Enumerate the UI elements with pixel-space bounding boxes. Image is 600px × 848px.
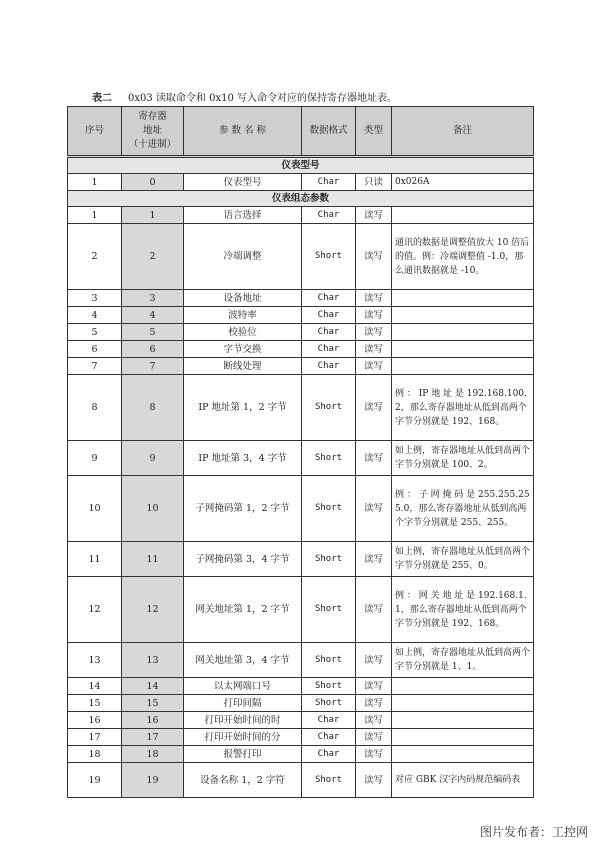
row-type: 读写 <box>356 577 392 643</box>
row-index: 1 <box>68 207 122 224</box>
row-name: 打印间隔 <box>184 695 302 712</box>
row-format: Char <box>302 746 356 763</box>
row-address: 13 <box>122 643 184 678</box>
row-address: 3 <box>122 290 184 307</box>
row-note <box>392 358 534 375</box>
row-name: 以太网端口号 <box>184 678 302 695</box>
table-row <box>68 678 534 695</box>
row-address: 17 <box>122 729 184 746</box>
row-type: 读写 <box>356 678 392 695</box>
table-row <box>68 695 534 712</box>
row-format: Short <box>302 542 356 577</box>
header-address-line3: （十进制） <box>128 139 177 150</box>
table-row <box>68 476 534 542</box>
row-type: 读写 <box>356 712 392 729</box>
row-note <box>392 290 534 307</box>
table-row <box>68 307 534 324</box>
section-row-config <box>68 191 534 207</box>
table-row <box>68 643 534 678</box>
row-type: 读写 <box>356 476 392 542</box>
caption-label: 表二 <box>92 93 112 104</box>
row-name: 设备名称 1，2 字符 <box>184 763 302 798</box>
row-format: Short <box>302 375 356 441</box>
row-type: 读写 <box>356 643 392 678</box>
row-name: 校验位 <box>184 324 302 341</box>
row-name: 仪表型号 <box>184 174 302 191</box>
row-type: 读写 <box>356 207 392 224</box>
header-format: 数据格式 <box>302 107 356 157</box>
row-name: 子网掩码第 1，2 字节 <box>184 476 302 542</box>
row-type: 读写 <box>356 746 392 763</box>
row-note: 通讯的数据是调整值放大 10 倍后的值。例：冷端调整值 -1.0，那么通讯数据就是 -10。 <box>392 224 534 290</box>
row-index: 1 <box>68 174 122 191</box>
table-row <box>68 207 534 224</box>
row-format: Short <box>302 695 356 712</box>
row-type: 读写 <box>356 324 392 341</box>
row-index: 14 <box>68 678 122 695</box>
row-index: 5 <box>68 324 122 341</box>
table-row <box>68 341 534 358</box>
row-address: 14 <box>122 678 184 695</box>
row-index: 17 <box>68 729 122 746</box>
row-format: Char <box>302 290 356 307</box>
row-note: 如上例，寄存器地址从低到高两个字节分别就是 1、1。 <box>392 643 534 678</box>
row-note: 如上例，寄存器地址从低到高两个字节分别就是 255、0。 <box>392 542 534 577</box>
row-address: 2 <box>122 224 184 290</box>
row-name: 设备地址 <box>184 290 302 307</box>
row-type: 读写 <box>356 375 392 441</box>
row-format: Short <box>302 441 356 476</box>
row-address: 12 <box>122 577 184 643</box>
row-name: 子网掩码第 3，4 字节 <box>184 542 302 577</box>
header-index: 序号 <box>68 107 122 157</box>
row-note <box>392 678 534 695</box>
row-note: 例 ： 网 关 地 址 是 192.168.1.1，那么寄存器地址从低到高两个字节分别就是 192、168。 <box>392 577 534 643</box>
row-address: 10 <box>122 476 184 542</box>
row-index: 4 <box>68 307 122 324</box>
table-row <box>68 358 534 375</box>
table-row <box>68 324 534 341</box>
row-address: 0 <box>122 174 184 191</box>
table-row <box>68 441 534 476</box>
table-row <box>68 375 534 441</box>
row-type: 读写 <box>356 763 392 798</box>
row-format: Short <box>302 643 356 678</box>
table-row <box>68 542 534 577</box>
header-address-line2: 地址 <box>142 125 162 136</box>
row-index: 18 <box>68 746 122 763</box>
row-note <box>392 341 534 358</box>
row-note: 例 ： 子 网 掩 码 是 255.255.255.0，那么寄存器地址从低到高两个字节分别就是 255、255。 <box>392 476 534 542</box>
row-note <box>392 695 534 712</box>
row-index: 19 <box>68 763 122 798</box>
publisher-footer: 图片发布者：工控网 <box>479 825 588 839</box>
row-format: Short <box>302 224 356 290</box>
row-type: 只读 <box>356 174 392 191</box>
row-type: 读写 <box>356 307 392 324</box>
register-table <box>67 106 534 798</box>
row-name: 网关地址第 1，2 字节 <box>184 577 302 643</box>
row-index: 15 <box>68 695 122 712</box>
row-format: Char <box>302 174 356 191</box>
row-format: Char <box>302 307 356 324</box>
row-name: 打印开始时间的分 <box>184 729 302 746</box>
row-name: IP 地址第 1，2 字节 <box>184 375 302 441</box>
row-note <box>392 324 534 341</box>
table-caption <box>92 89 397 104</box>
row-note: 0x026A <box>392 174 534 191</box>
row-address: 5 <box>122 324 184 341</box>
row-name: IP 地址第 3，4 字节 <box>184 441 302 476</box>
row-address: 11 <box>122 542 184 577</box>
row-index: 11 <box>68 542 122 577</box>
row-index: 12 <box>68 577 122 643</box>
row-index: 8 <box>68 375 122 441</box>
row-note <box>392 712 534 729</box>
table-row <box>68 577 534 643</box>
row-name: 网关地址第 3，4 字节 <box>184 643 302 678</box>
row-address: 7 <box>122 358 184 375</box>
row-index: 10 <box>68 476 122 542</box>
header-note: 备注 <box>392 107 534 157</box>
row-type: 读写 <box>356 729 392 746</box>
row-type: 读写 <box>356 224 392 290</box>
row-format: Short <box>302 577 356 643</box>
row-address: 18 <box>122 746 184 763</box>
row-address: 9 <box>122 441 184 476</box>
table-row <box>68 729 534 746</box>
table-row <box>68 290 534 307</box>
section-row-model <box>68 157 534 174</box>
row-index: 2 <box>68 224 122 290</box>
row-type: 读写 <box>356 290 392 307</box>
row-format: Char <box>302 341 356 358</box>
row-format: Short <box>302 476 356 542</box>
row-type: 读写 <box>356 441 392 476</box>
header-name: 参 数 名 称 <box>184 107 302 157</box>
row-format: Short <box>302 678 356 695</box>
row-note: 对应 GBK 汉字内码规范编码表 <box>392 763 534 798</box>
table-row <box>68 712 534 729</box>
row-name: 语言选择 <box>184 207 302 224</box>
row-format: Char <box>302 729 356 746</box>
row-name: 冷端调整 <box>184 224 302 290</box>
row-note <box>392 207 534 224</box>
table-row <box>68 763 534 798</box>
row-address: 4 <box>122 307 184 324</box>
row-note <box>392 746 534 763</box>
table-row <box>68 746 534 763</box>
row-address: 16 <box>122 712 184 729</box>
row-index: 9 <box>68 441 122 476</box>
row-name: 打印开始时间的时 <box>184 712 302 729</box>
row-format: Char <box>302 324 356 341</box>
table-row <box>68 174 534 191</box>
row-index: 3 <box>68 290 122 307</box>
row-format: Short <box>302 763 356 798</box>
header-type: 类型 <box>356 107 392 157</box>
row-note <box>392 307 534 324</box>
row-type: 读写 <box>356 341 392 358</box>
row-type: 读写 <box>356 358 392 375</box>
row-note: 如上例，寄存器地址从低到高两个字节分别就是 100、2。 <box>392 441 534 476</box>
table-row <box>68 224 534 290</box>
row-name: 波特率 <box>184 307 302 324</box>
row-index: 6 <box>68 341 122 358</box>
row-format: Char <box>302 712 356 729</box>
row-address: 15 <box>122 695 184 712</box>
row-type: 读写 <box>356 542 392 577</box>
header-address-line1: 寄存器 <box>138 111 167 122</box>
row-address: 8 <box>122 375 184 441</box>
row-type: 读写 <box>356 695 392 712</box>
row-address: 6 <box>122 341 184 358</box>
row-name: 报警打印 <box>184 746 302 763</box>
header-row <box>68 107 534 157</box>
caption-text: 0x03 读取命令和 0x10 写入命令对应的保持寄存器地址表。 <box>128 93 397 104</box>
row-format: Char <box>302 358 356 375</box>
row-index: 16 <box>68 712 122 729</box>
section-title-config: 仪表组态参数 <box>68 191 534 207</box>
row-format: Char <box>302 207 356 224</box>
section-title-model: 仪表型号 <box>68 157 534 174</box>
row-note: 例 ： IP 地 址 是 192.168.100.2，那么寄存器地址从低到高两个字节分别就是 192、168。 <box>392 375 534 441</box>
header-address <box>122 107 184 157</box>
row-index: 13 <box>68 643 122 678</box>
row-address: 19 <box>122 763 184 798</box>
row-address: 1 <box>122 207 184 224</box>
row-name: 断线处理 <box>184 358 302 375</box>
row-note <box>392 729 534 746</box>
row-name: 字节交换 <box>184 341 302 358</box>
row-index: 7 <box>68 358 122 375</box>
